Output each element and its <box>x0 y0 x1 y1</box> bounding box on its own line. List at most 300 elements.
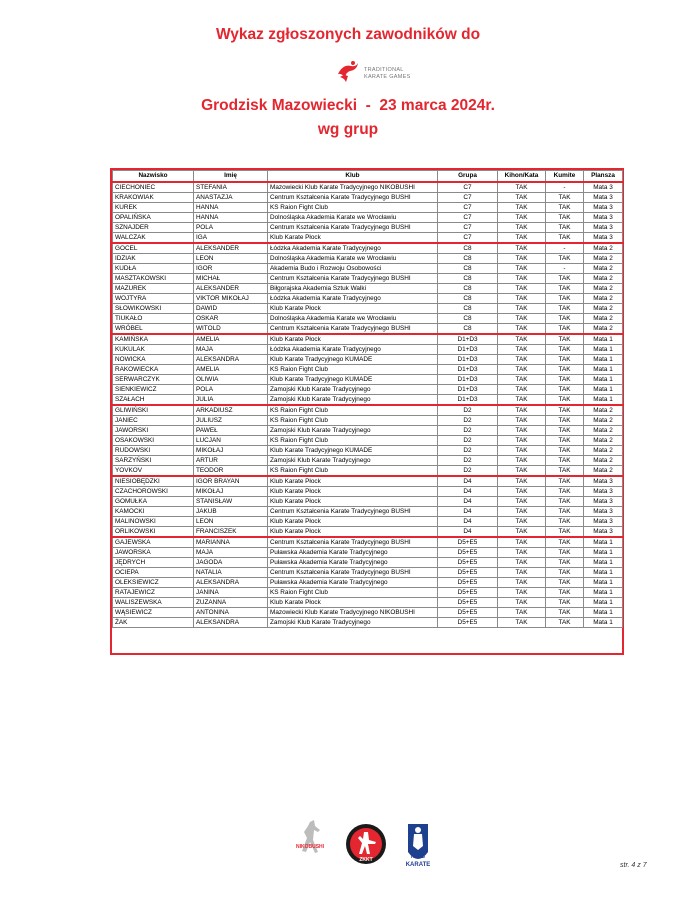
club-cell: Klub Karate Płock <box>268 486 438 496</box>
group-cell: D4 <box>438 496 498 506</box>
kihon-kata-cell: TAK <box>498 192 546 202</box>
surname-cell: OCIEPA <box>113 567 194 577</box>
kumite-cell: TAK <box>546 506 584 516</box>
column-header: Plansza <box>584 171 623 182</box>
document-subtitle: wg grup <box>317 121 379 138</box>
mat-cell: Mata 1 <box>584 617 623 627</box>
kihon-kata-cell: TAK <box>498 597 546 607</box>
surname-cell: JĘDRYCH <box>113 557 194 567</box>
club-cell: Klub Karate Płock <box>268 476 438 487</box>
kumite-cell: TAK <box>546 334 584 345</box>
kumite-cell: TAK <box>546 526 584 537</box>
group-cell: D2 <box>438 415 498 425</box>
kumite-cell: TAK <box>546 344 584 354</box>
firstname-cell: POLA <box>194 222 268 232</box>
column-header: Nazwisko <box>113 171 194 182</box>
kihon-kata-cell: TAK <box>498 263 546 273</box>
surname-cell: KAMOCKI <box>113 506 194 516</box>
firstname-cell: JAKUB <box>194 506 268 516</box>
group-cell: D5+E5 <box>438 587 498 597</box>
mat-cell: Mata 3 <box>584 506 623 516</box>
surname-cell: OLEKSIEWICZ <box>113 577 194 587</box>
kihon-kata-cell: TAK <box>498 425 546 435</box>
mat-cell: Mata 2 <box>584 243 623 254</box>
mat-cell: Mata 1 <box>584 587 623 597</box>
group-cell: C8 <box>438 253 498 263</box>
mat-cell: Mata 2 <box>584 283 623 293</box>
group-cell: C8 <box>438 303 498 313</box>
club-cell: Centrum Kształcenia Karate Tradycyjnego BUSHI <box>268 537 438 548</box>
club-cell: Zamojski Klub Karate Tradycyjnego <box>268 394 438 405</box>
mat-cell: Mata 2 <box>584 445 623 455</box>
kihon-kata-cell: TAK <box>498 222 546 232</box>
firstname-cell: ALEKSANDER <box>194 243 268 254</box>
group-cell: D2 <box>438 465 498 476</box>
club-cell: Centrum Kształcenia Karate Tradycyjnego BUSHI <box>268 506 438 516</box>
surname-cell: RATAJEWICZ <box>113 587 194 597</box>
surname-cell: KUDŁA <box>113 263 194 273</box>
kumite-cell: TAK <box>546 192 584 202</box>
kumite-cell: TAK <box>546 455 584 465</box>
mat-cell: Mata 3 <box>584 496 623 506</box>
kumite-cell: TAK <box>546 537 584 548</box>
kihon-kata-cell: TAK <box>498 526 546 537</box>
kihon-kata-cell: TAK <box>498 344 546 354</box>
klub-text: KLUB <box>411 854 425 860</box>
group-cell: D2 <box>438 425 498 435</box>
kihon-kata-cell: TAK <box>498 182 546 193</box>
club-cell: Łódzka Akademia Karate Tradycyjnego <box>268 293 438 303</box>
surname-cell: NIESIOBĘDZKI <box>113 476 194 487</box>
mat-cell: Mata 3 <box>584 222 623 232</box>
firstname-cell: STANISŁAW <box>194 496 268 506</box>
mat-cell: Mata 1 <box>584 567 623 577</box>
firstname-cell: LEON <box>194 516 268 526</box>
table-row <box>113 465 623 476</box>
firstname-cell: IGOR <box>194 263 268 273</box>
group-cell: D2 <box>438 405 498 416</box>
firstname-cell: TEODOR <box>194 465 268 476</box>
table-row <box>113 405 623 416</box>
group-cell: C8 <box>438 323 498 334</box>
kumite-cell: TAK <box>546 597 584 607</box>
mat-cell: Mata 2 <box>584 435 623 445</box>
group-cell: C8 <box>438 313 498 323</box>
group-cell: D1+D3 <box>438 344 498 354</box>
club-cell: KS Raion Fight Club <box>268 415 438 425</box>
table-row <box>113 597 623 607</box>
kihon-kata-cell: TAK <box>498 506 546 516</box>
group-cell: D2 <box>438 455 498 465</box>
table-row <box>113 384 623 394</box>
firstname-cell: HANNA <box>194 202 268 212</box>
group-cell: C7 <box>438 192 498 202</box>
mat-cell: Mata 3 <box>584 202 623 212</box>
firstname-cell: IGOR BRAYAN <box>194 476 268 487</box>
kumite-cell: TAK <box>546 557 584 567</box>
club-cell: Klub Karate Płock <box>268 334 438 345</box>
mat-cell: Mata 1 <box>584 354 623 364</box>
firstname-cell: STEFANIA <box>194 182 268 193</box>
club-cell: KS Raion Fight Club <box>268 587 438 597</box>
traditional-karate-games-logo <box>334 58 444 88</box>
mat-cell: Mata 2 <box>584 455 623 465</box>
surname-cell: WOJTYRA <box>113 293 194 303</box>
document-title: Wykaz zgłoszonych zawodników do <box>215 26 481 43</box>
kumite-cell: TAK <box>546 415 584 425</box>
kumite-cell: TAK <box>546 587 584 597</box>
group-cell: D4 <box>438 486 498 496</box>
firstname-cell: ALEKSANDRA <box>194 354 268 364</box>
table-row <box>113 394 623 405</box>
firstname-cell: MIKOŁAJ <box>194 486 268 496</box>
kumite-cell: TAK <box>546 303 584 313</box>
surname-cell: MASZTAKOWSKI <box>113 273 194 283</box>
kihon-kata-cell: TAK <box>498 516 546 526</box>
group-cell: D1+D3 <box>438 334 498 345</box>
table-row <box>113 617 623 627</box>
group-cell: D4 <box>438 476 498 487</box>
surname-cell: RAKOWIECKA <box>113 364 194 374</box>
table-row <box>113 557 623 567</box>
group-cell: D4 <box>438 526 498 537</box>
mat-cell: Mata 1 <box>584 344 623 354</box>
surname-cell: GOMUŁKA <box>113 496 194 506</box>
club-cell: Mazowiecki Klub Karate Tradycyjnego NIKOBUSHI <box>268 182 438 193</box>
firstname-cell: ALEKSANDRA <box>194 617 268 627</box>
club-cell: Mazowiecki Klub Karate Tradycyjnego NIKOBUSHI <box>268 607 438 617</box>
surname-cell: YOVKOV <box>113 465 194 476</box>
table-row <box>113 435 623 445</box>
kihon-kata-cell: TAK <box>498 253 546 263</box>
participants-table-frame <box>110 168 624 655</box>
column-header: Imię <box>194 171 268 182</box>
table-row <box>113 323 623 334</box>
table-row <box>113 425 623 435</box>
table-row <box>113 364 623 374</box>
mat-cell: Mata 2 <box>584 303 623 313</box>
mat-cell: Mata 2 <box>584 253 623 263</box>
table-row <box>113 486 623 496</box>
table-row <box>113 455 623 465</box>
group-cell: D5+E5 <box>438 607 498 617</box>
club-cell: Centrum Kształcenia Karate Tradycyjnego BUSHI <box>268 567 438 577</box>
club-cell: Zamojski Klub Karate Tradycyjnego <box>268 384 438 394</box>
club-cell: Centrum Kształcenia Karate Tradycyjnego BUSHI <box>268 222 438 232</box>
group-cell: C8 <box>438 263 498 273</box>
kumite-cell: TAK <box>546 547 584 557</box>
kihon-kata-cell: TAK <box>498 415 546 425</box>
kumite-cell: TAK <box>546 607 584 617</box>
firstname-cell: VIKTOR MIKOŁAJ <box>194 293 268 303</box>
column-header: Grupa <box>438 171 498 182</box>
table-row <box>113 293 623 303</box>
kihon-kata-cell: TAK <box>498 283 546 293</box>
club-cell: Klub Karate Tradycyjnego KUMADE <box>268 445 438 455</box>
firstname-cell: ANTONINA <box>194 607 268 617</box>
group-cell: D5+E5 <box>438 577 498 587</box>
table-row <box>113 445 623 455</box>
group-cell: D5+E5 <box>438 557 498 567</box>
kumite-cell: TAK <box>546 354 584 364</box>
club-cell: Zamojski Klub Karate Tradycyjnego <box>268 425 438 435</box>
kihon-kata-cell: TAK <box>498 323 546 334</box>
table-row <box>113 415 623 425</box>
kumite-cell: TAK <box>546 577 584 587</box>
kihon-kata-cell: TAK <box>498 476 546 487</box>
kumite-cell: TAK <box>546 405 584 416</box>
logo-text-line1: TRADITIONAL <box>364 67 404 73</box>
kihon-kata-cell: TAK <box>498 364 546 374</box>
mat-cell: Mata 2 <box>584 415 623 425</box>
kihon-kata-cell: TAK <box>498 465 546 476</box>
kumite-cell: TAK <box>546 476 584 487</box>
firstname-cell: ARTUR <box>194 455 268 465</box>
group-cell: D1+D3 <box>438 374 498 384</box>
mat-cell: Mata 3 <box>584 486 623 496</box>
table-row <box>113 496 623 506</box>
club-cell: Łódzka Akademia Karate Tradycyjnego <box>268 344 438 354</box>
group-cell: C7 <box>438 222 498 232</box>
club-cell: Dolnośląska Akademia Karate we Wrocławiu <box>268 253 438 263</box>
kihon-kata-cell: TAK <box>498 374 546 384</box>
kumite-cell: TAK <box>546 273 584 283</box>
kihon-kata-cell: TAK <box>498 273 546 283</box>
surname-cell: MAZUREK <box>113 283 194 293</box>
surname-cell: SIENKIEWICZ <box>113 384 194 394</box>
surname-cell: KUREK <box>113 202 194 212</box>
mat-cell: Mata 3 <box>584 182 623 193</box>
firstname-cell: ZUZANNA <box>194 597 268 607</box>
mat-cell: Mata 1 <box>584 607 623 617</box>
group-cell: C7 <box>438 182 498 193</box>
surname-cell: MALINOWSKI <box>113 516 194 526</box>
surname-cell: WĄSIEWICZ <box>113 607 194 617</box>
firstname-cell: HANNA <box>194 212 268 222</box>
group-cell: D1+D3 <box>438 384 498 394</box>
group-cell: C8 <box>438 293 498 303</box>
mat-cell: Mata 1 <box>584 364 623 374</box>
kihon-kata-cell: TAK <box>498 567 546 577</box>
table-row <box>113 334 623 345</box>
table-row <box>113 212 623 222</box>
karate-text: KARATE <box>405 862 431 868</box>
kihon-kata-cell: TAK <box>498 405 546 416</box>
firstname-cell: MIKOŁAJ <box>194 445 268 455</box>
firstname-cell: ALEKSANDER <box>194 283 268 293</box>
firstname-cell: MAJA <box>194 344 268 354</box>
club-cell: Puławska Akademia Karate Tradycyjnego <box>268 547 438 557</box>
kihon-kata-cell: TAK <box>498 435 546 445</box>
kihon-kata-cell: TAK <box>498 557 546 567</box>
group-cell: D5+E5 <box>438 537 498 548</box>
group-cell: C8 <box>438 243 498 254</box>
firstname-cell: LEON <box>194 253 268 263</box>
mat-cell: Mata 1 <box>584 547 623 557</box>
kumite-cell: TAK <box>546 222 584 232</box>
firstname-cell: JULIUSZ <box>194 415 268 425</box>
firstname-cell: JANINA <box>194 587 268 597</box>
club-cell: KS Raion Fight Club <box>268 405 438 416</box>
surname-cell: SŁOWIKOWSKI <box>113 303 194 313</box>
kumite-cell: TAK <box>546 374 584 384</box>
firstname-cell: ARKADIUSZ <box>194 405 268 416</box>
table-row <box>113 567 623 577</box>
mat-cell: Mata 2 <box>584 405 623 416</box>
table-row <box>113 547 623 557</box>
kihon-kata-cell: TAK <box>498 577 546 587</box>
club-cell: Centrum Kształcenia Karate Tradycyjnego BUSHI <box>268 192 438 202</box>
kumite-cell: TAK <box>546 364 584 374</box>
club-cell: Biłgorajska Akademia Sztuk Walki <box>268 283 438 293</box>
firstname-cell: IGA <box>194 232 268 243</box>
zkkt-logo <box>346 824 386 864</box>
club-cell: Puławska Akademia Karate Tradycyjnego <box>268 577 438 587</box>
firstname-cell: AMELIA <box>194 364 268 374</box>
zkkt-text: ZKKT <box>359 857 373 863</box>
club-cell: Puławska Akademia Karate Tradycyjnego <box>268 557 438 567</box>
kihon-kata-cell: TAK <box>498 537 546 548</box>
club-cell: Klub Karate Płock <box>268 516 438 526</box>
surname-cell: SARZYŃSKI <box>113 455 194 465</box>
group-cell: D4 <box>438 506 498 516</box>
klub-karate-logo <box>406 824 431 868</box>
surname-cell: CIECHONIEC <box>113 182 194 193</box>
kihon-kata-cell: TAK <box>498 486 546 496</box>
surname-cell: GLIWIŃSKI <box>113 405 194 416</box>
club-cell: KS Raion Fight Club <box>268 435 438 445</box>
mat-cell: Mata 3 <box>584 516 623 526</box>
kihon-kata-cell: TAK <box>498 445 546 455</box>
kumite-cell: TAK <box>546 232 584 243</box>
participants-table <box>112 170 623 628</box>
club-cell: Klub Karate Płock <box>268 232 438 243</box>
surname-cell: KRAKOWIAK <box>113 192 194 202</box>
club-cell: Zamojski Klub Karate Tradycyjnego <box>268 455 438 465</box>
surname-cell: NOWICKA <box>113 354 194 364</box>
table-row <box>113 303 623 313</box>
table-row <box>113 607 623 617</box>
firstname-cell: WITOLD <box>194 323 268 334</box>
mat-cell: Mata 2 <box>584 323 623 334</box>
firstname-cell: JAGODA <box>194 557 268 567</box>
group-cell: D1+D3 <box>438 354 498 364</box>
club-cell: Akademia Budo i Rozwoju Osobowości <box>268 263 438 273</box>
kumite-cell: - <box>546 243 584 254</box>
surname-cell: WALISZEWSKA <box>113 597 194 607</box>
surname-cell: CZACHOROWSKI <box>113 486 194 496</box>
table-row <box>113 506 623 516</box>
kumite-cell: TAK <box>546 212 584 222</box>
kumite-cell: TAK <box>546 617 584 627</box>
table-row <box>113 192 623 202</box>
group-cell: C8 <box>438 273 498 283</box>
table-row <box>113 354 623 364</box>
surname-cell: JANIEC <box>113 415 194 425</box>
firstname-cell: OLIWIA <box>194 374 268 384</box>
table-row <box>113 344 623 354</box>
group-cell: D5+E5 <box>438 597 498 607</box>
club-cell: KS Raion Fight Club <box>268 364 438 374</box>
club-cell: Klub Karate Tradycyjnego KUMADE <box>268 354 438 364</box>
kumite-cell: TAK <box>546 425 584 435</box>
surname-cell: SZNAJDER <box>113 222 194 232</box>
firstname-cell: JULIA <box>194 394 268 405</box>
kihon-kata-cell: TAK <box>498 334 546 345</box>
surname-cell: SZAŁACH <box>113 394 194 405</box>
column-header: Kihon/Kata <box>498 171 546 182</box>
club-cell: Dolnośląska Akademia Karate we Wrocławiu <box>268 313 438 323</box>
surname-cell: KAMIŃSKA <box>113 334 194 345</box>
kihon-kata-cell: TAK <box>498 394 546 405</box>
group-cell: D4 <box>438 516 498 526</box>
table-row <box>113 202 623 212</box>
club-cell: Klub Karate Płock <box>268 496 438 506</box>
table-row <box>113 182 623 193</box>
group-cell: C7 <box>438 212 498 222</box>
kihon-kata-cell: TAK <box>498 212 546 222</box>
kumite-cell: TAK <box>546 486 584 496</box>
table-row <box>113 232 623 243</box>
kihon-kata-cell: TAK <box>498 607 546 617</box>
firstname-cell: MICHAŁ <box>194 273 268 283</box>
firstname-cell: NATALIA <box>194 567 268 577</box>
surname-cell: GAJEWSKA <box>113 537 194 548</box>
firstname-cell: DAWID <box>194 303 268 313</box>
surname-cell: RUDOWSKI <box>113 445 194 455</box>
surname-cell: WRÓBEL <box>113 323 194 334</box>
surname-cell: IDZIAK <box>113 253 194 263</box>
kumite-cell: TAK <box>546 202 584 212</box>
kumite-cell: TAK <box>546 323 584 334</box>
kumite-cell: TAK <box>546 567 584 577</box>
kihon-kata-cell: TAK <box>498 496 546 506</box>
firstname-cell: MAJA <box>194 547 268 557</box>
club-cell: KS Raion Fight Club <box>268 465 438 476</box>
surname-cell: WALCZAK <box>113 232 194 243</box>
kihon-kata-cell: TAK <box>498 313 546 323</box>
kihon-kata-cell: TAK <box>498 243 546 254</box>
mat-cell: Mata 2 <box>584 425 623 435</box>
firstname-cell: POLA <box>194 384 268 394</box>
surname-cell: OSAKOWSKI <box>113 435 194 445</box>
mat-cell: Mata 2 <box>584 465 623 476</box>
mat-cell: Mata 3 <box>584 232 623 243</box>
page-number: str. 4 z 7 <box>620 862 647 869</box>
surname-cell: JAWORSKI <box>113 425 194 435</box>
club-cell: Dolnośląska Akademia Karate we Wrocławiu <box>268 212 438 222</box>
kihon-kata-cell: TAK <box>498 617 546 627</box>
table-row <box>113 537 623 548</box>
kihon-kata-cell: TAK <box>498 384 546 394</box>
firstname-cell: PAWEŁ <box>194 425 268 435</box>
club-cell: Zamojski Klub Karate Tradycyjnego <box>268 617 438 627</box>
kumite-cell: - <box>546 182 584 193</box>
mat-cell: Mata 1 <box>584 334 623 345</box>
kumite-cell: TAK <box>546 293 584 303</box>
mat-cell: Mata 3 <box>584 192 623 202</box>
column-header: Klub <box>268 171 438 182</box>
group-cell: D1+D3 <box>438 364 498 374</box>
table-row <box>113 313 623 323</box>
table-row <box>113 577 623 587</box>
firstname-cell: ANASTAZJA <box>194 192 268 202</box>
nikobushi-logo <box>296 820 325 853</box>
kumite-cell: TAK <box>546 516 584 526</box>
surname-cell: KUKULAK <box>113 344 194 354</box>
club-cell: Centrum Kształcenia Karate Tradycyjnego BUSHI <box>268 273 438 283</box>
mat-cell: Mata 1 <box>584 384 623 394</box>
